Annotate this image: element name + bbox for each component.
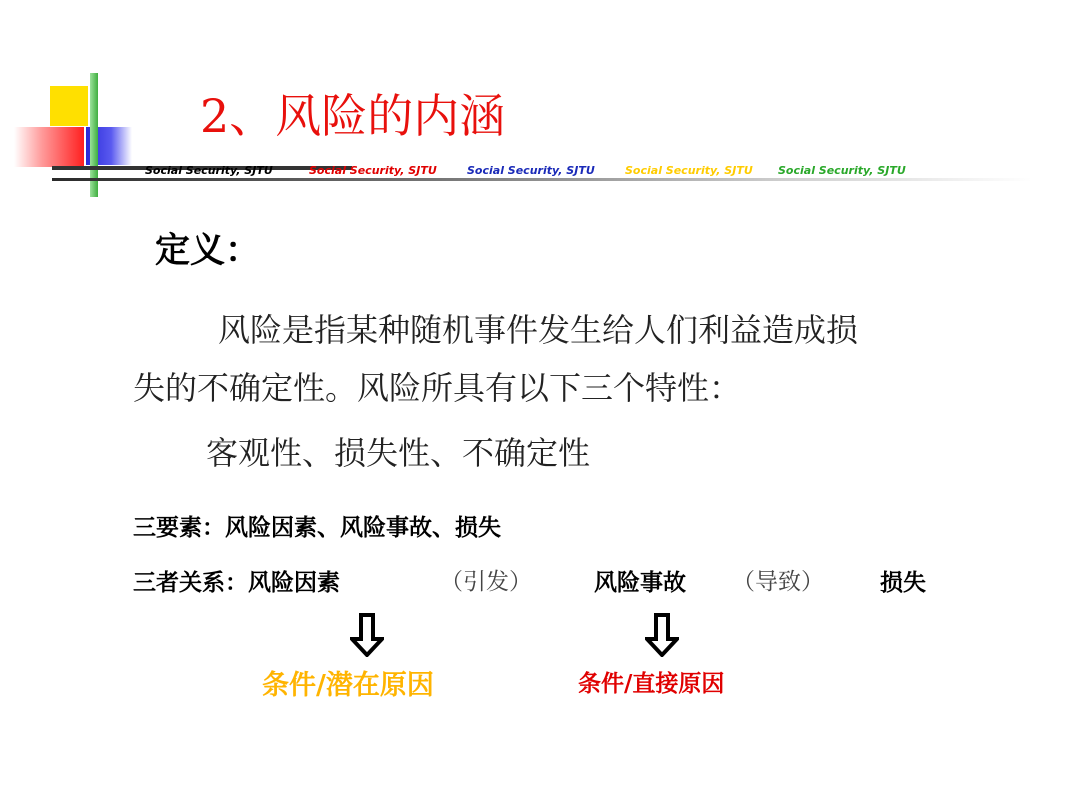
- page-title: 2、风险的内涵: [200, 89, 506, 143]
- relation-label: 三者关系：风险因素: [133, 569, 340, 596]
- header-divider: [52, 178, 1032, 181]
- tagline-item: Social Security, SJTU: [467, 164, 595, 177]
- tagline-item: Social Security, SJTU: [309, 164, 437, 177]
- traits-text: 客观性、损失性、不确定性: [206, 434, 591, 472]
- definition-label: 定义：: [155, 230, 261, 271]
- definition-text-line2: 失的不确定性。风险所具有以下三个特性：: [133, 369, 742, 407]
- logo-yellow-square: [50, 86, 88, 126]
- tagline-item: Social Security, SJTU: [145, 164, 273, 177]
- relation-trigger: （引发）: [440, 569, 532, 595]
- tagline-item: Social Security, SJTU: [778, 164, 906, 177]
- tagline-item: Social Security, SJTU: [625, 164, 753, 177]
- down-arrow-icon: [350, 613, 384, 657]
- condition-direct-cause: 条件/直接原因: [578, 670, 725, 697]
- definition-text-line1: 风险是指某种随机事件发生给人们利益造成损: [218, 311, 859, 349]
- relation-lead: （导致）: [732, 569, 824, 595]
- relation-accident: 风险事故: [594, 569, 686, 596]
- condition-potential-cause: 条件/潜在原因: [262, 670, 434, 701]
- down-arrow-icon: [645, 613, 679, 657]
- logo-red-square: [14, 127, 84, 167]
- relation-loss: 损失: [880, 569, 926, 596]
- three-elements-text: 三要素：风险因素、风险事故、损失: [133, 514, 501, 541]
